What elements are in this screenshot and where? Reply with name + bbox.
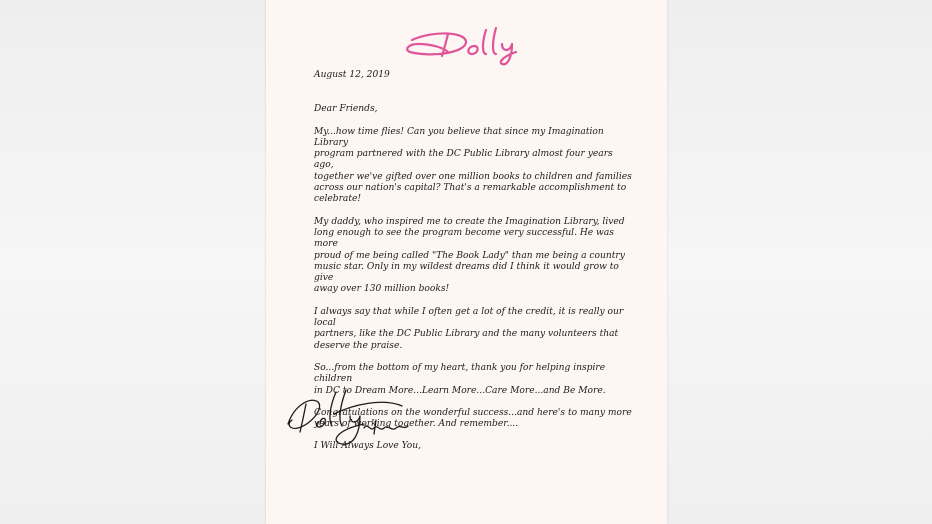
handwritten-signature — [284, 384, 414, 456]
background-right — [667, 0, 932, 524]
letter-page — [266, 0, 667, 524]
paragraph-3: I always say that while I often get a lot of the credit, it is really our local partners, like the DC Public Library and the many volunteers that deserve the praise. — [314, 306, 624, 351]
paragraph-4: So...from the bottom of my heart, thank you for helping inspire children in DC to Dream More...Learn More...Care More...and Be More. — [314, 362, 606, 396]
closing-line: I Will Always Love You, — [314, 441, 422, 452]
background-left — [0, 0, 266, 524]
paragraph-2: My daddy, who inspired me to create the Imagination Library, lived long enough to see the program become very successful. He was more proud of me being called "The Book Lady" than me being a country music star. Only in my wildest dreams did I think it would grow to give away over 130 million books! — [314, 216, 625, 295]
salutation: Dear Friends, — [314, 104, 378, 115]
paragraph-1: My...how time flies! Can you believe that since my Imagination Library program partnered with the DC Public Library almost four years ago, together we've gifted over one million books to children and families across our nation's capital? That's a remarkable accomplishment to celebrate! — [314, 126, 632, 205]
paragraph-5: Congratulations on the wonderful success...and here's to many more years of working together. And remember.... — [314, 407, 632, 430]
dolly-logo — [404, 22, 534, 68]
letter-date: August 12, 2019 — [314, 70, 390, 80]
